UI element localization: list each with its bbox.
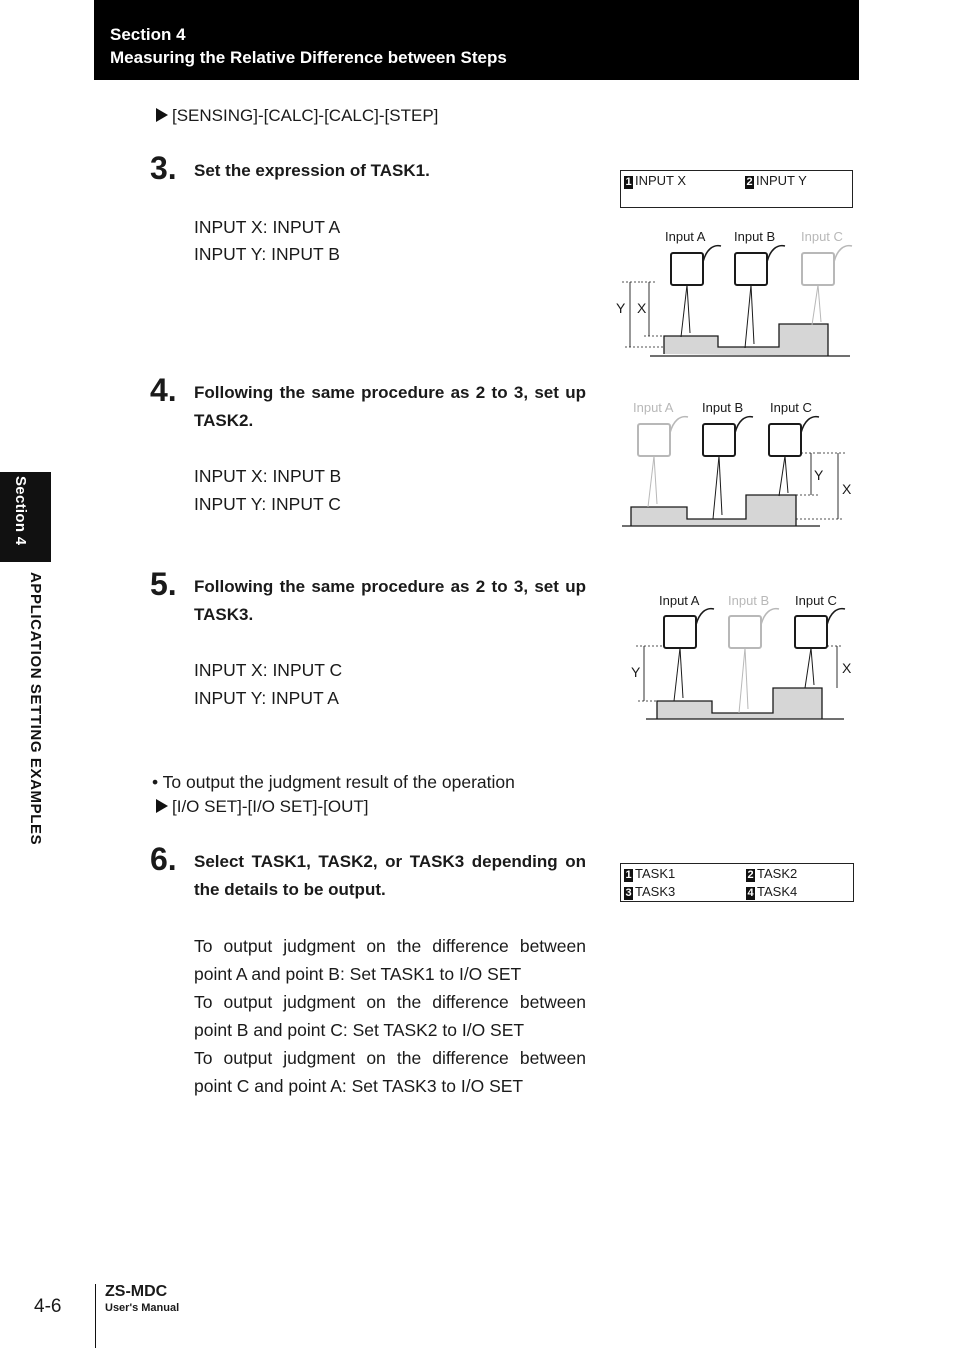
svg-text:Y: Y (814, 467, 824, 483)
output-note: • To output the judgment result of the operation (152, 772, 515, 792)
step-profile (646, 688, 844, 719)
lcd-menu-item: 4 TASK4 (747, 884, 798, 899)
lcd-menu-item: 1 TASK1 (625, 866, 676, 881)
sensor-label: Input A (633, 400, 674, 415)
menu-path: [I/O SET]-[I/O SET]-[OUT] (156, 797, 368, 817)
sensor-icon (801, 229, 852, 325)
section-number: Section 4 (110, 25, 186, 44)
sensor-icon (702, 400, 753, 519)
sensor-label: Input B (734, 229, 776, 244)
sensor-label: Input C (770, 400, 812, 415)
svg-text:X: X (842, 660, 852, 676)
diagram-task2 (610, 393, 855, 533)
sensor-label: Input C (795, 593, 837, 608)
step-title: Following the same procedure as 2 to 3, set up TASK3. (194, 577, 586, 624)
triangle-arrow-icon (156, 799, 168, 813)
sensor-label: Input B (728, 593, 770, 608)
lcd-menu-item: 1 INPUT X (625, 173, 687, 188)
sensor-label: Input A (665, 229, 706, 244)
diagram-task3 (620, 586, 855, 726)
dimension-y (796, 453, 824, 495)
side-tab-label: Section 4 (12, 476, 29, 546)
lcd-menu-item: 2 TASK2 (747, 866, 798, 881)
step-setting: INPUT X: INPUT C (194, 660, 343, 680)
sensor-icon (728, 593, 779, 713)
step-setting: INPUT Y: INPUT C (194, 494, 341, 514)
step-paragraph: To output judgment on the difference between point B and point C: Set TASK2 to I/O SET (194, 992, 586, 1040)
section-title: Measuring the Relative Difference between Steps (110, 48, 507, 67)
footer-divider (95, 1284, 96, 1348)
lcd-menu-item: 3 TASK3 (625, 884, 676, 899)
lcd-input-menu (620, 170, 853, 208)
step-number: 3. (150, 150, 177, 186)
step-title: Following the same procedure as 2 to 3, set up TASK2. (194, 383, 586, 430)
lcd-menu-item: 2 INPUT Y (746, 173, 807, 188)
triangle-arrow-icon (156, 108, 168, 122)
step-number: 4. (150, 372, 177, 408)
sensor-icon (665, 229, 721, 337)
step-profile (650, 324, 850, 356)
sensor-icon (769, 400, 819, 496)
svg-text:Y: Y (616, 300, 626, 316)
sensor-label: Input A (659, 593, 700, 608)
diagram-task1 (610, 222, 855, 362)
page-number: 4-6 (34, 1296, 62, 1317)
step-paragraph: To output judgment on the difference between point A and point B: Set TASK1 to I/O SET (194, 936, 586, 984)
lcd-task-menu (620, 863, 854, 902)
sensor-icon (659, 593, 714, 701)
step-setting: INPUT X: INPUT A (194, 217, 341, 237)
sensor-icon (734, 229, 785, 348)
dimension-x (827, 646, 852, 688)
step-title: Select TASK1, TASK2, or TASK3 depending on the details to be output. (194, 852, 586, 899)
dimension-y (631, 646, 664, 701)
product-model: ZS-MDC (105, 1283, 168, 1300)
step-setting: INPUT Y: INPUT A (194, 688, 339, 708)
sensor-icon (795, 593, 845, 688)
step-paragraph: To output judgment on the difference between point C and point A: Set TASK3 to I/O SET (194, 1048, 586, 1096)
svg-text:Y: Y (631, 664, 641, 680)
step-number: 6. (150, 841, 177, 877)
svg-text:X: X (637, 300, 647, 316)
dimension-x (796, 453, 852, 519)
menu-path: [SENSING]-[CALC]-[CALC]-[STEP] (156, 106, 438, 126)
side-chapter-title: APPLICATION SETTING EXAMPLES (27, 572, 44, 846)
step-title: Set the expression of TASK1. (194, 161, 430, 180)
step-number: 5. (150, 566, 177, 602)
sensor-icon (633, 400, 688, 507)
manual-label: User's Manual (105, 1302, 180, 1314)
sensor-label: Input B (702, 400, 744, 415)
step-setting: INPUT X: INPUT B (194, 466, 342, 486)
step-setting: INPUT Y: INPUT B (194, 244, 340, 264)
dimension-x (637, 282, 664, 336)
sensor-label: Input C (801, 229, 843, 244)
svg-text:X: X (842, 481, 852, 497)
section-header (94, 0, 859, 80)
